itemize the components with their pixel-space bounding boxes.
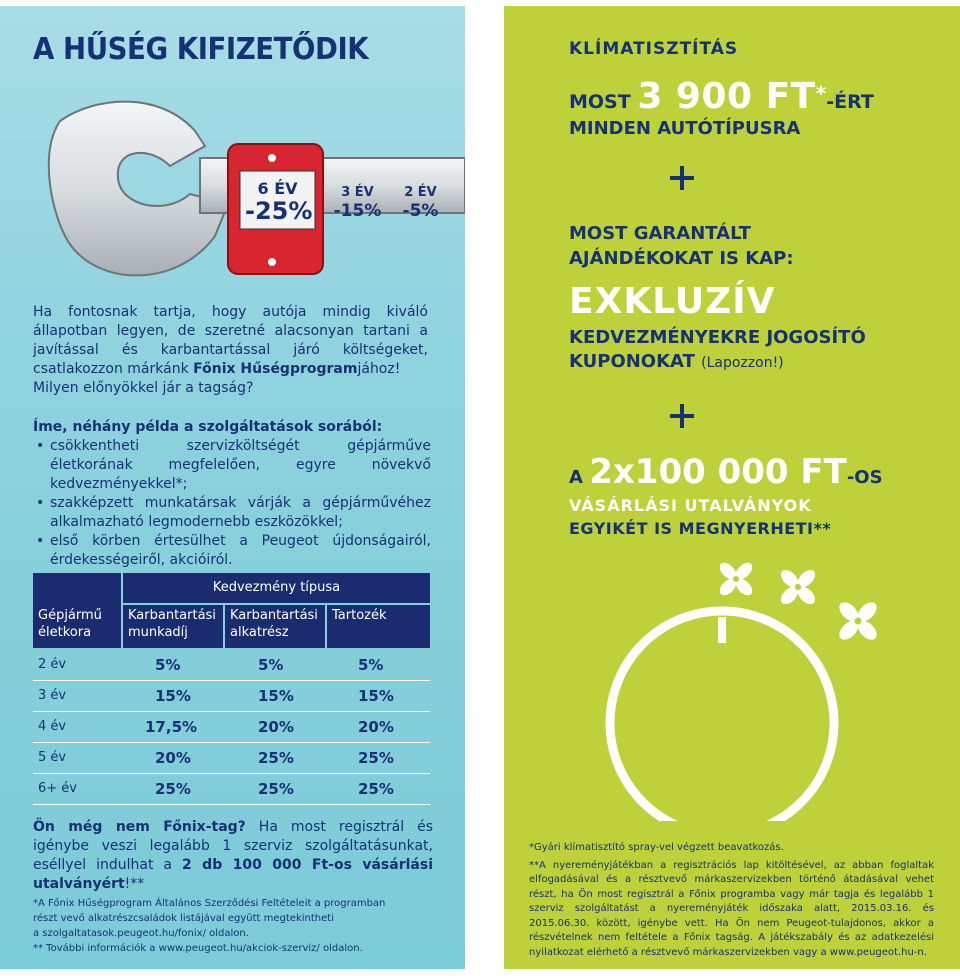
wrench-label-2 [393, 184, 448, 220]
cell-age: 2 év [38, 657, 67, 672]
wrench-pct-2: -5% [402, 201, 439, 221]
footnote-line: **A nyereményjátékban a regisztrációs lap kitöltésével, az abban foglaltak elfogadásával és a résztvevő márkaszervizekben történő átadásával vehet részt, ha Ön most regisztrál a Főnix programba vagy már tagja és legalább 1 szerviz szolgáltatást a nyereményjáték időszaka alatt, 2015.03.16. és 2015.06.30. között, igénybe vett. Ha Ön nem Peugeot-tulajdonos, akkor a részvételnek nem feltétele a Főnix tagság. A játékszabály és az adatkezelési nyilatkozat elérhető a résztvevő márkaszervizekben vagy a www.peugeot.hu-n. [529, 859, 934, 958]
cell-labor: 15% [155, 687, 191, 705]
table-row [33, 774, 430, 805]
fan-dial-illustration [504, 551, 960, 821]
benefit-item: • szakképzett munkatársak várják a gépjárművéhez alkalmazható legmodernebb eszközökkel; [33, 494, 431, 532]
membership-cta [33, 818, 433, 894]
wrench-label-3 [330, 184, 385, 220]
dial-indicator [718, 617, 726, 643]
footnote-line: *A Főnix Hűségprogram Általános Szerződési Feltételeit a programban [33, 898, 386, 909]
benefit-item: • csökkentheti szervizköltségét gépjárműve életkorának megfelelően, egyre növekvő kedvezményekkel*; [33, 437, 431, 494]
col-header-age [33, 605, 121, 648]
left-panel [0, 6, 465, 969]
table-row [33, 650, 430, 681]
intro-paragraph [33, 303, 428, 398]
wrench-pct-6: -25% [245, 197, 313, 225]
table-row [33, 681, 430, 712]
col-header-age-line2: életkora [38, 625, 92, 640]
price-star: * [815, 81, 827, 106]
price-most: MOST [569, 91, 638, 113]
wrench-years-6: 6 ÉV [257, 179, 298, 198]
voucher-suffix: -OS [846, 467, 883, 488]
right-footnotes [529, 841, 934, 960]
price-amount: 3 900 FT [637, 76, 816, 117]
intro-program-name: Főnix Hűségprogram [193, 361, 358, 377]
col-header-parts-line2: alkatrész [230, 625, 289, 640]
col-header-parts [225, 605, 325, 648]
col-header-parts-line1: Karbantartási [230, 608, 318, 623]
cell-parts: 25% [258, 749, 294, 767]
wrench-label-6 [245, 178, 313, 225]
col-header-labor [123, 605, 223, 648]
benefit-item: • első körben értesülhet a Peugeot újdonságairól, érdekességeiről, akcióiról. [33, 532, 431, 570]
col-header-accessory-line1: Tartozék [332, 608, 387, 623]
table-row [33, 712, 430, 743]
climate-title: KLÍMATISZTÍTÁS [569, 39, 739, 59]
wrench-pct-3: -15% [333, 201, 382, 221]
examples-heading: Íme, néhány példa a szolgáltatások sorából: [33, 419, 383, 435]
cell-accessory: 15% [358, 687, 394, 705]
headline: A HŰSÉG KIFIZETŐDIK [33, 32, 369, 67]
table-row [33, 743, 430, 774]
wrench-years-2: 2 ÉV [404, 185, 437, 200]
cell-labor: 17,5% [145, 718, 198, 736]
price-line [569, 76, 874, 117]
cell-age: 3 év [38, 688, 67, 703]
cell-age: 4 év [38, 719, 67, 734]
price-suffix: -ÉRT [826, 91, 874, 113]
cell-parts: 5% [258, 656, 284, 674]
cta-prize: 2 db 100 000 Ft-os vásárlási utalványért [33, 857, 433, 892]
cta-text-1: Ha most regisztrál és igénybe veszi legalább 1 szerviz szolgáltatásunkat, eséllyel indulhat a [33, 819, 433, 873]
wrench-years-3: 3 ÉV [341, 185, 374, 200]
exclusive-label: EXKLUZÍV [569, 281, 776, 322]
cell-accessory: 20% [358, 718, 394, 736]
intro-question: Milyen előnyökkel jár a tagság? [33, 380, 254, 396]
coupon-line1: KEDVEZMÉNYEKRE JOGOSÍTÓ [569, 327, 866, 348]
win-one-label: EGYIKÉT IS MEGNYERHETI** [569, 519, 832, 538]
cell-age: 5 év [38, 750, 67, 765]
voucher-amount: 2x100 000 FT [589, 452, 847, 492]
intro-text-1: Ha fontosnak tartja, hogy autója mindig kiváló állapotban legyen, de szeretné alacsonyan tartani a javítással és karbantartással járó költségeket, csatlakozzon márkánk [33, 304, 428, 377]
cell-accessory: 25% [358, 780, 394, 798]
cell-labor: 20% [155, 749, 191, 767]
col-header-accessory [327, 605, 430, 648]
intro-text-2: jához! [357, 361, 401, 377]
cell-labor: 5% [155, 656, 181, 674]
voucher-label: VÁSÁRLÁSI UTALVÁNYOK [569, 496, 812, 515]
table-header [33, 573, 430, 648]
cell-accessory: 5% [358, 656, 384, 674]
cta-question: Ön még nem Főnix-tag? [33, 819, 246, 835]
col-header-labor-line1: Karbantartási [128, 608, 216, 623]
turn-page-note: (Lapozzon!) [701, 355, 784, 371]
left-footnotes [33, 896, 443, 956]
cell-parts: 15% [258, 687, 294, 705]
cell-accessory: 25% [358, 749, 394, 767]
gift-heading-line1: MOST GARANTÁLT [569, 223, 751, 244]
right-panel [504, 6, 960, 969]
all-car-types: MINDEN AUTÓTÍPUSRA [569, 118, 801, 139]
benefit-list [33, 437, 431, 570]
cta-text-2: !** [124, 876, 145, 892]
cell-parts: 25% [258, 780, 294, 798]
plus-icon [670, 166, 694, 190]
col-header-labor-line2: munkadíj [128, 625, 188, 640]
footnote-line: ** További információk a www.peugeot.hu/akciok-szerviz/ oldalon. [33, 943, 363, 954]
cell-age: 6+ év [38, 781, 77, 796]
plus-icon [670, 404, 694, 428]
gift-heading [569, 221, 794, 271]
coupon-text [569, 326, 866, 375]
gift-heading-line2: AJÁNDÉKOKAT IS KAP: [569, 248, 794, 269]
table-group-header: Kedvezmény típusa [123, 573, 430, 603]
col-header-age-line1: Gépjármű [38, 608, 102, 623]
footnote-line: *Gyári klímatisztító spray-vel végzett beavatkozás. [529, 842, 784, 853]
footnote-line: részt vevő alkatrészcsaládok listájával együtt megtekintheti [33, 913, 334, 924]
voucher-amount-line [569, 452, 883, 492]
cell-parts: 20% [258, 718, 294, 736]
discount-table [33, 573, 430, 805]
coupon-line2: KUPONOKAT [569, 351, 702, 372]
fan-icon [717, 560, 881, 644]
cell-labor: 25% [155, 780, 191, 798]
footnote-line: a szolgaltatasok.peugeot.hu/fonix/ oldalon. [33, 928, 249, 939]
voucher-prefix: A [569, 467, 590, 488]
